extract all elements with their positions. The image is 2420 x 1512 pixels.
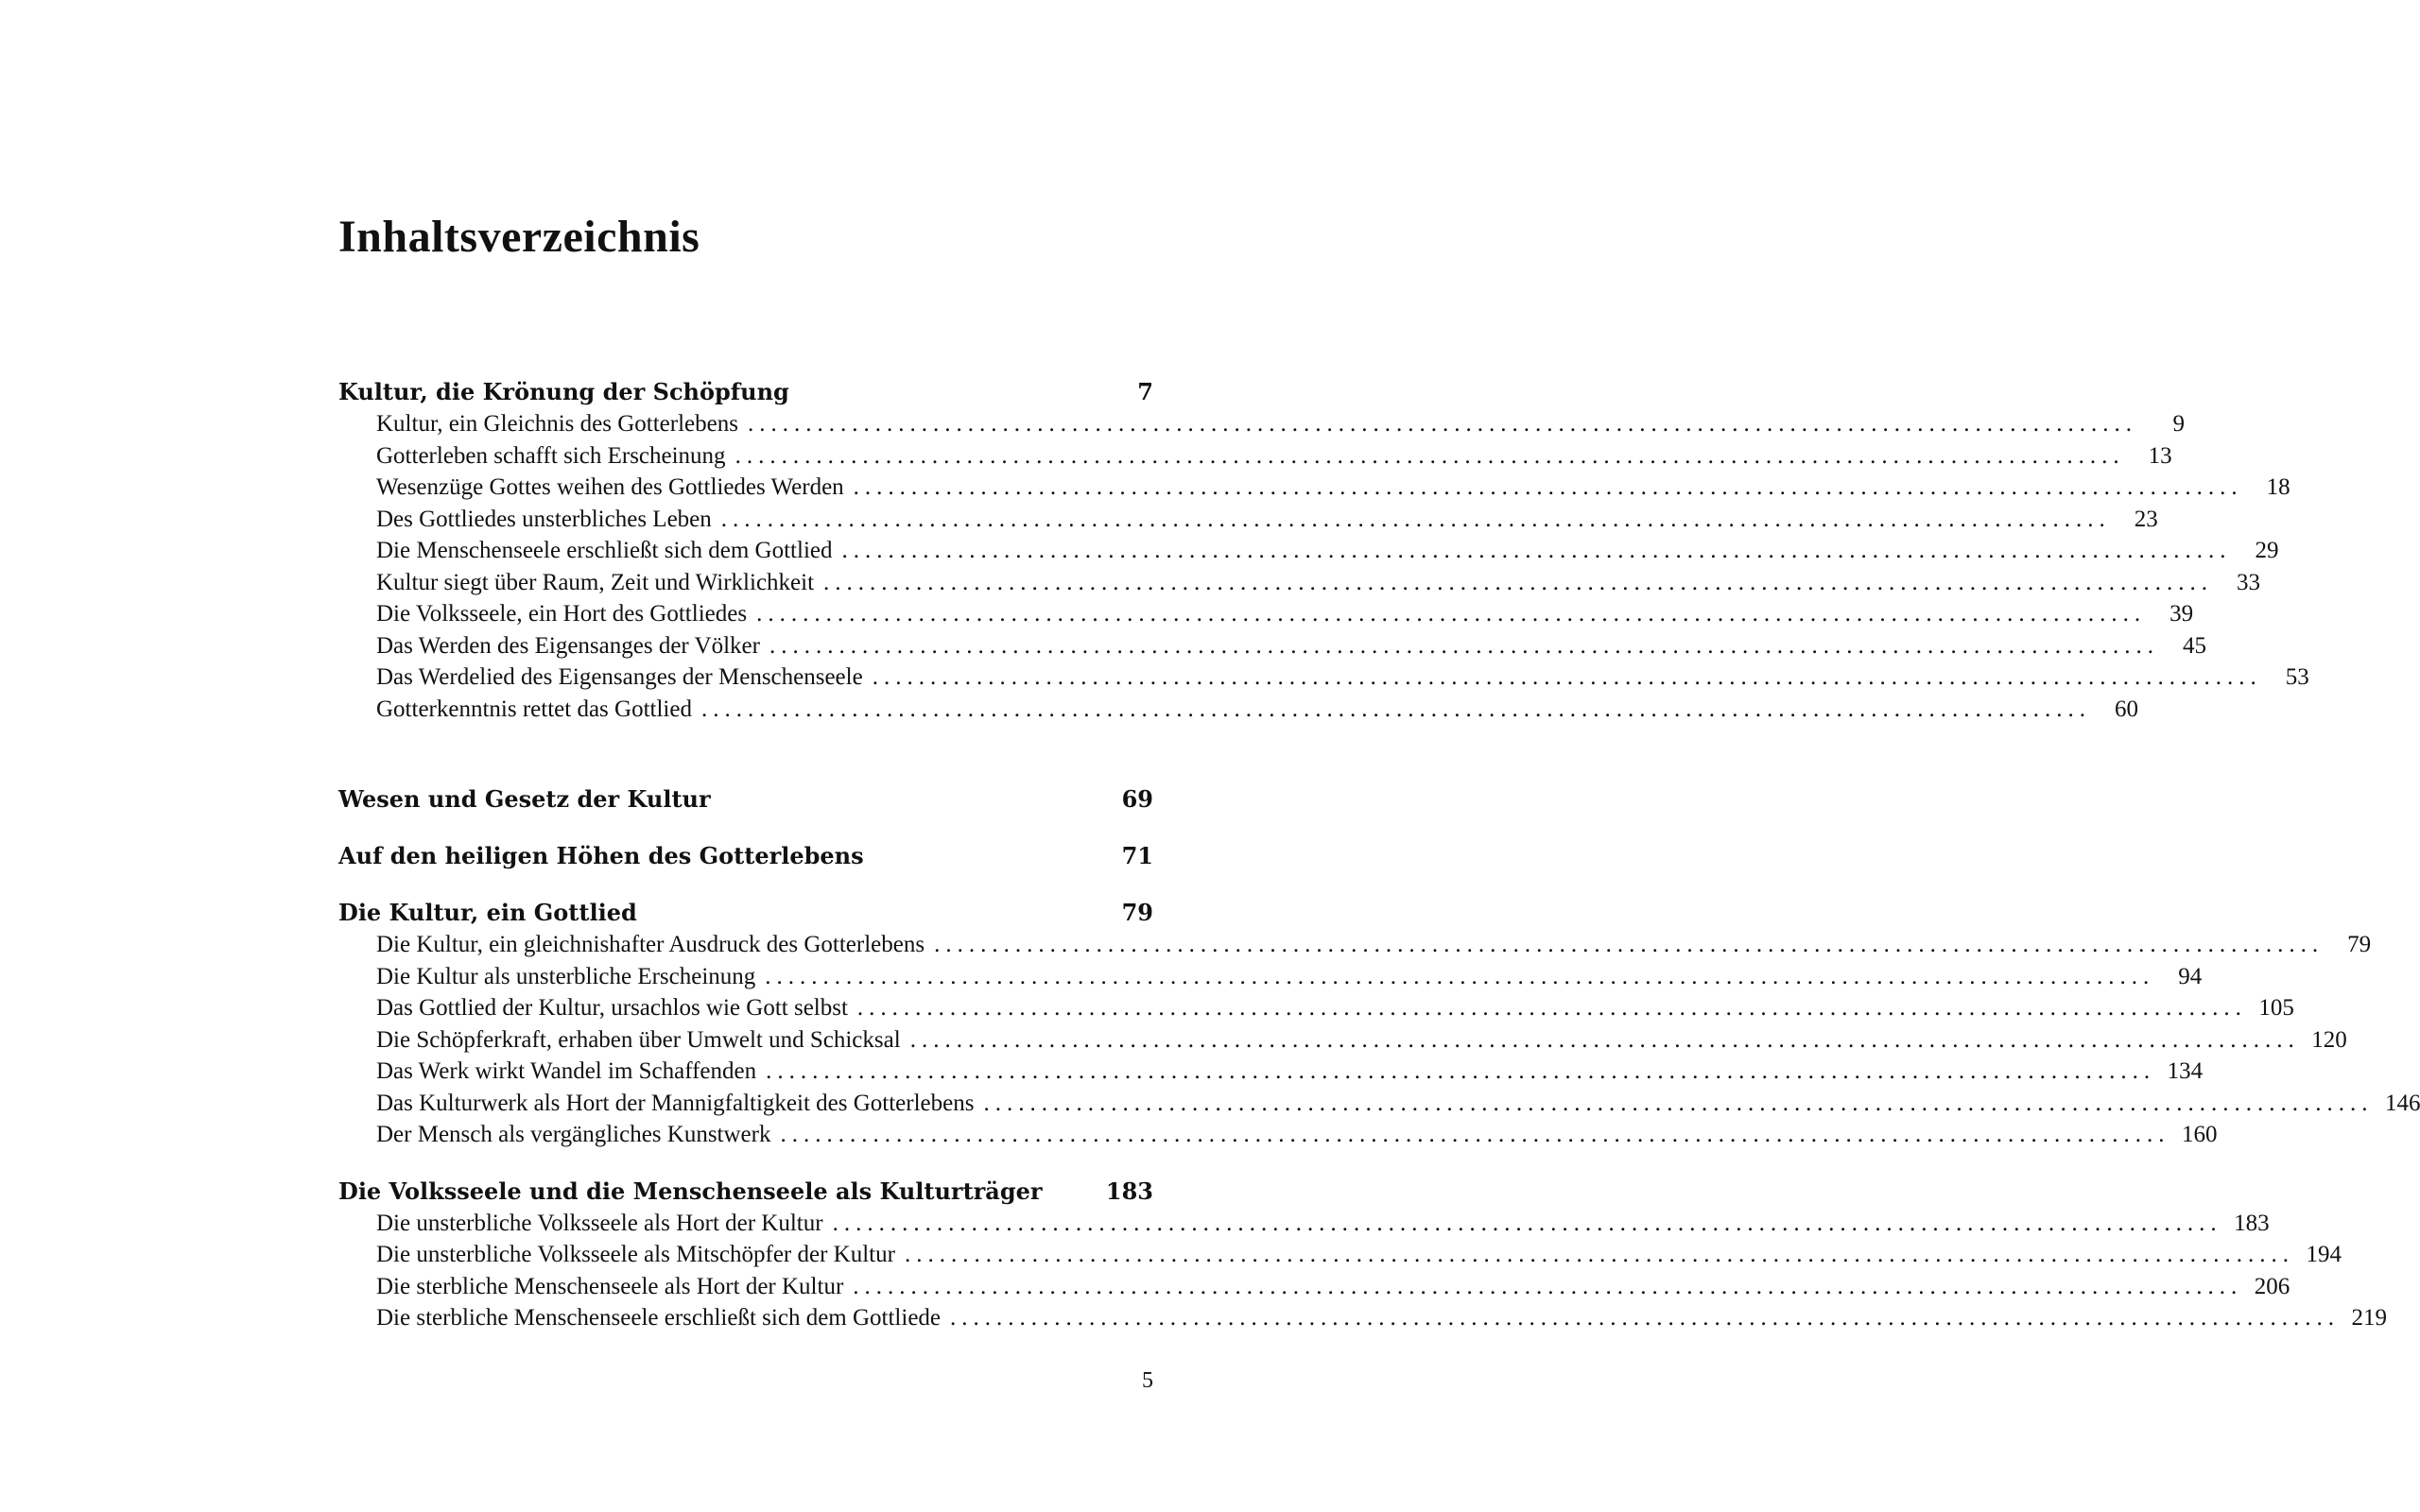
- section-heading: [338, 783, 1153, 816]
- toc-entry: [338, 961, 2203, 993]
- section-page-number: 7: [1137, 378, 1153, 405]
- entry-title: Die Volksseele, ein Hort des Gottliedes: [376, 601, 748, 627]
- dot-leader: ........................................................................................................................: [934, 932, 2325, 957]
- entry-title: Kultur siegt über Raum, Zeit und Wirklichkeit: [376, 569, 815, 595]
- toc-section: [338, 897, 2420, 1151]
- dot-leader: ........................................................................................................................: [950, 1305, 2341, 1331]
- entry-page-number: 146: [2384, 1090, 2420, 1116]
- section-heading: [338, 1176, 1153, 1208]
- dot-leader: ........................................................................................................................: [747, 411, 2137, 437]
- page-number: 5: [1142, 1368, 1153, 1393]
- toc-entry: [338, 1208, 2270, 1240]
- entry-title: Kultur, ein Gleichnis des Gotterlebens: [376, 411, 738, 437]
- toc-entry: [338, 1271, 2290, 1303]
- dot-leader: ........................................................................................................................: [853, 1273, 2243, 1299]
- entry-title: Die sterbliche Menschenseele als Hort der Kultur: [376, 1273, 844, 1299]
- toc-entry: [338, 472, 2290, 504]
- dot-leader: ........................................................................................................................: [853, 474, 2243, 500]
- entry-page-number: 194: [2306, 1242, 2342, 1267]
- toc-entry: [338, 535, 2279, 567]
- toc-entry: [338, 1119, 2218, 1151]
- section-title: Die Volksseele und die Menschenseele als Kulturträger: [338, 1177, 1043, 1205]
- section-heading: [338, 840, 1153, 872]
- toc-entry: [338, 929, 2372, 961]
- dot-leader: ........................................................................................................................: [983, 1090, 2374, 1116]
- section-title: Auf den heiligen Höhen des Gotterlebens: [338, 842, 864, 869]
- entry-page-number: 29: [2255, 538, 2279, 563]
- section-heading: [338, 897, 1153, 929]
- entry-title: Die unsterbliche Volksseele als Hort der Kultur: [376, 1210, 823, 1236]
- dot-leader: ........................................................................................................................: [872, 664, 2262, 690]
- toc-entry: [338, 630, 2206, 662]
- toc-entry: [338, 694, 2138, 726]
- entry-page-number: 120: [2311, 1026, 2347, 1053]
- entry-page-number: 219: [2351, 1305, 2388, 1331]
- entry-title: Der Mensch als vergängliches Kunstwerk: [376, 1122, 771, 1147]
- entry-page-number: 134: [2167, 1058, 2204, 1084]
- dot-leader: ........................................................................................................................: [856, 995, 2247, 1021]
- section-page-number: 71: [1121, 842, 1153, 869]
- toc-entry: [338, 662, 2309, 694]
- entry-title: Die Kultur, ein gleichnishafter Ausdruck des Gotterlebens: [376, 932, 925, 957]
- entry-title: Die Schöpferkraft, erhaben über Umwelt und Schicksal: [376, 1026, 901, 1053]
- entry-page-number: 9: [2172, 411, 2185, 437]
- toc-section: [338, 783, 1153, 816]
- entry-page-number: 13: [2148, 442, 2172, 469]
- dot-leader: ........................................................................................................................: [904, 1242, 2294, 1267]
- entry-title: Die Kultur als unsterbliche Erscheinung: [376, 963, 756, 989]
- dot-leader: ........................................................................................................................: [720, 506, 2111, 532]
- section-title: Kultur, die Krönung der Schöpfung: [338, 378, 789, 405]
- dot-leader: ........................................................................................................................: [700, 696, 2091, 722]
- toc-section: [338, 1176, 2388, 1334]
- entry-page-number: 79: [2347, 932, 2372, 957]
- toc-entry: [338, 1239, 2342, 1271]
- table-of-contents: [338, 376, 2420, 1334]
- dot-leader: ........................................................................................................................: [756, 601, 2147, 627]
- section-page-number: 183: [1105, 1177, 1153, 1205]
- toc-entry: [338, 1088, 2420, 1120]
- entry-title: Wesenzüge Gottes weihen des Gottliedes Werden: [376, 474, 844, 500]
- toc-section: [338, 840, 1153, 872]
- entry-page-number: 160: [2181, 1122, 2218, 1147]
- dot-leader: ........................................................................................................................: [766, 1058, 2156, 1084]
- toc-entry: [338, 1302, 2388, 1334]
- dot-leader: ........................................................................................................................: [841, 538, 2232, 563]
- page-title: Inhaltsverzeichnis: [338, 212, 700, 262]
- entry-page-number: 33: [2237, 569, 2261, 595]
- entry-page-number: 39: [2169, 601, 2194, 627]
- section-title: Die Kultur, ein Gottlied: [338, 899, 637, 926]
- dot-leader: ........................................................................................................................: [769, 632, 2159, 659]
- entry-title: Gotterleben schafft sich Erscheinung: [376, 442, 726, 469]
- entry-title: Die Menschenseele erschließt sich dem Gottlied: [376, 538, 833, 563]
- dot-leader: ........................................................................................................................: [780, 1122, 2170, 1147]
- toc-entry: [338, 567, 2261, 599]
- toc-section: [338, 376, 2309, 725]
- dot-leader: ........................................................................................................................: [823, 569, 2214, 595]
- entry-page-number: 206: [2254, 1273, 2290, 1299]
- entry-page-number: 23: [2134, 506, 2158, 532]
- toc-entry: [338, 1024, 2347, 1057]
- toc-entry: [338, 408, 2185, 440]
- entry-title: Das Werden des Eigensanges der Völker: [376, 632, 760, 659]
- entry-page-number: 18: [2266, 474, 2290, 500]
- entry-page-number: 60: [2114, 696, 2138, 722]
- entry-title: Des Gottliedes unsterbliches Leben: [376, 506, 712, 532]
- toc-entry: [338, 440, 2172, 472]
- dot-leader: ........................................................................................................................: [909, 1026, 2300, 1053]
- entry-page-number: 183: [2234, 1210, 2270, 1236]
- entry-page-number: 94: [2178, 963, 2203, 989]
- dot-leader: ........................................................................................................................: [765, 963, 2155, 989]
- entry-title: Das Gottlied der Kultur, ursachlos wie Gott selbst: [376, 995, 848, 1021]
- entry-title: Das Werk wirkt Wandel im Schaffenden: [376, 1058, 757, 1084]
- toc-entry: [338, 504, 2158, 536]
- entry-title: Das Werdelied des Eigensanges der Menschenseele: [376, 664, 863, 690]
- dot-leader: ........................................................................................................................: [832, 1210, 2222, 1236]
- toc-entry: [338, 598, 2194, 630]
- section-page-number: 79: [1121, 899, 1153, 926]
- toc-entry: [338, 1056, 2204, 1088]
- entry-page-number: 45: [2182, 632, 2206, 659]
- section-heading: [338, 376, 1153, 408]
- dot-leader: ........................................................................................................................: [735, 442, 2125, 469]
- entry-title: Gotterkenntnis rettet das Gottlied: [376, 696, 692, 722]
- entry-title: Die unsterbliche Volksseele als Mitschöpfer der Kultur: [376, 1242, 895, 1267]
- toc-entry: [338, 992, 2294, 1024]
- entry-page-number: 105: [2258, 995, 2294, 1021]
- entry-title: Die sterbliche Menschenseele erschließt sich dem Gottliede: [376, 1305, 942, 1331]
- entry-title: Das Kulturwerk als Hort der Mannigfaltigkeit des Gotterlebens: [376, 1090, 975, 1116]
- entry-page-number: 53: [2285, 664, 2309, 690]
- section-title: Wesen und Gesetz der Kultur: [338, 785, 711, 813]
- section-page-number: 69: [1121, 785, 1153, 813]
